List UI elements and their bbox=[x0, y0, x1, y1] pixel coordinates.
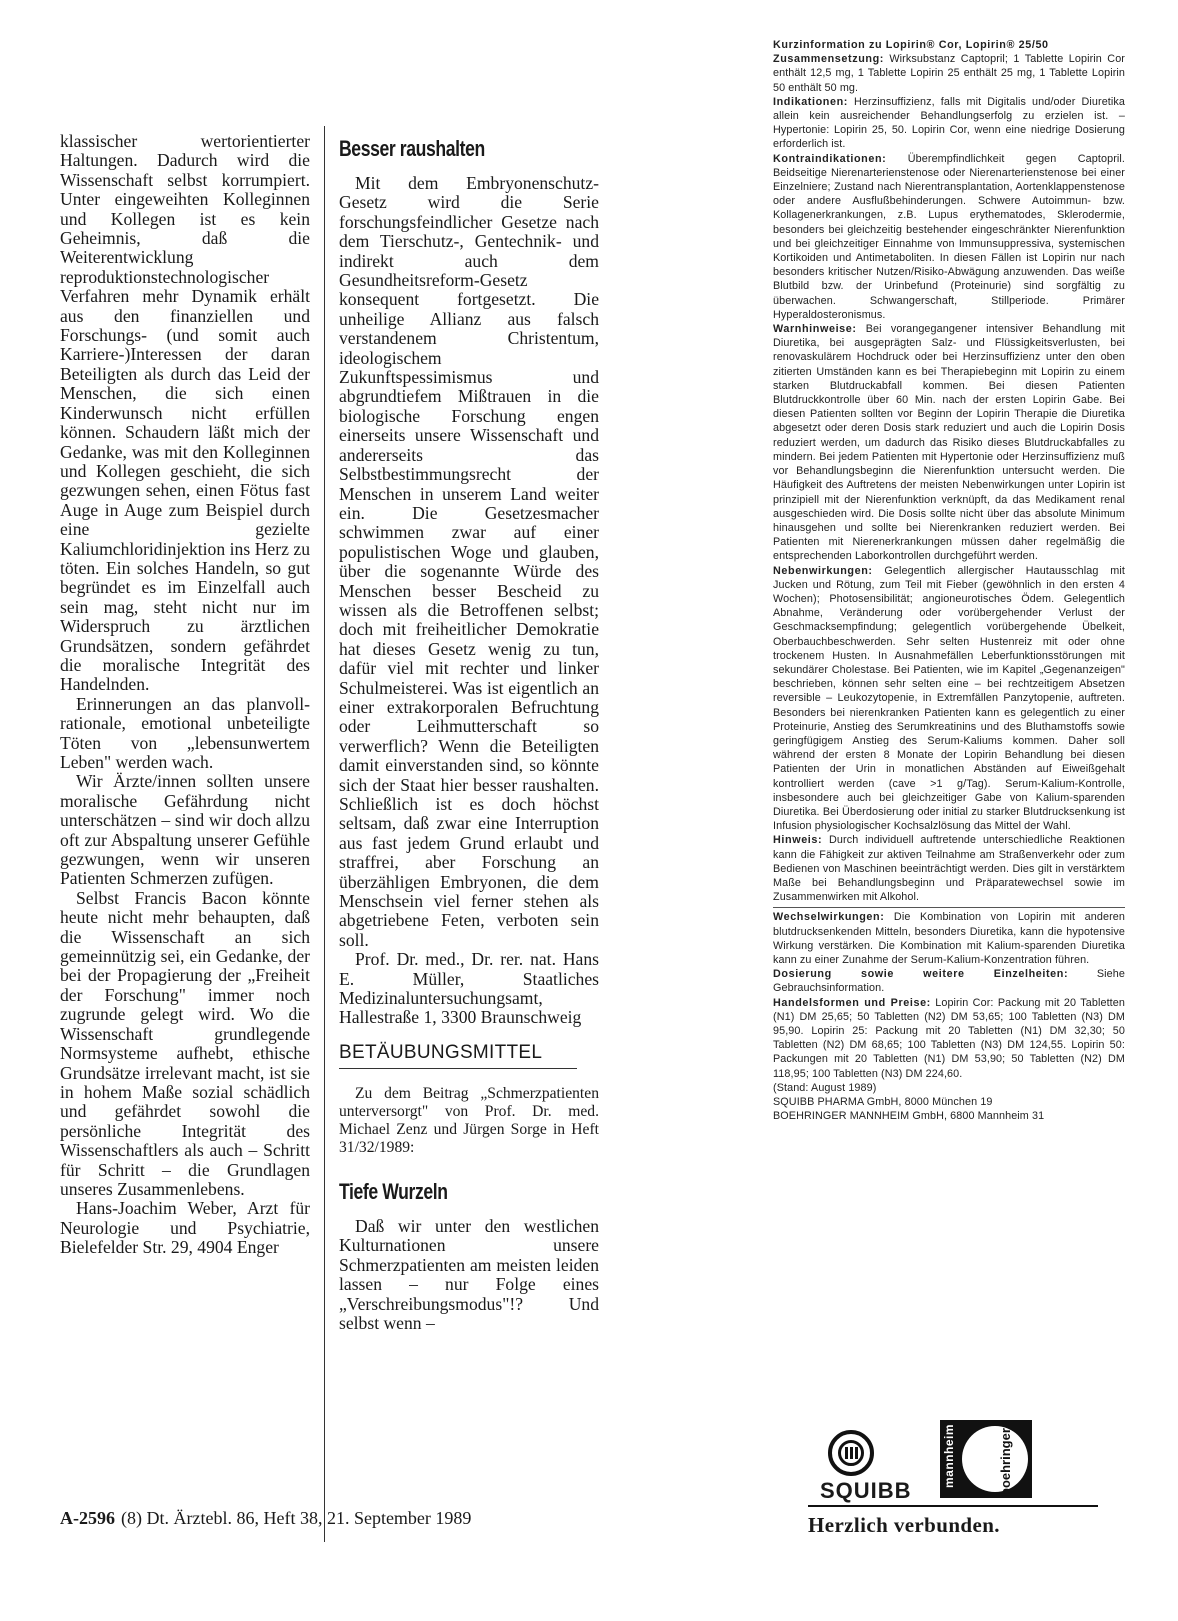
drug-info-title: Kurzinformation zu Lopirin® Cor, Lopirin® 25/50 bbox=[773, 39, 1049, 51]
drug-info-block bbox=[773, 910, 1125, 967]
block-label: Wechselwirkungen: bbox=[773, 911, 885, 924]
letter-signature: Hans-Joachim Weber, Arzt für Neurologie und Psychiatrie, Bielefelder Str. 29, 4904 Enger bbox=[60, 1198, 310, 1258]
boehringer-name: boehringer bbox=[998, 1428, 1013, 1496]
article-intro bbox=[339, 1085, 599, 1157]
drug-info-block bbox=[773, 996, 1125, 1081]
tagline: Herzlich verbunden. bbox=[808, 1505, 1098, 1538]
intro-text: Zu dem Beitrag „Schmerzpatienten unterversorgt" von Prof. Dr. med. Michael Zenz und Jürgen Sorge in Heft 31/32/1989: bbox=[339, 1084, 599, 1156]
drug-info-block bbox=[773, 322, 1125, 563]
article-heading: Tiefe Wurzeln bbox=[339, 1178, 448, 1204]
block-text: Durch individuell auftretende unterschiedliche Reaktionen kann die Fähigkeit zur aktiven Teilnahme am Straßenverkehr oder zum Bedienen von Maschinen beeinträchtigt werden. Dies gilt in verstärktem Maße bei Behandlungsbeginn und Präparatewechsel sowie im Zusammenwirken mit Alkohol. bbox=[773, 834, 1125, 904]
squibb-wordmark: SQUIBB bbox=[820, 1478, 912, 1503]
column-left bbox=[60, 132, 310, 1258]
boehringer-logo-icon bbox=[940, 1420, 1032, 1498]
paragraph: Daß wir unter den westlichen Kulturnationen unsere Schmerzpatienten am meisten leiden lassen – nur Folge eines „Verschreibungsmodus"!? Und selbst wenn – bbox=[339, 1215, 599, 1333]
drug-info-block bbox=[773, 833, 1125, 904]
boehringer-side-text: mannheim bbox=[942, 1424, 956, 1489]
drug-info-block bbox=[773, 152, 1125, 322]
block-text: Die Kombination von Lopirin mit anderen blutdrucksenkenden Mitteln, besonders Diuretika, kann die hypotensive Wirkung verstärken. Die Kombination mit Kalium-sparenden Diuretika kann zu einer Zunahme der Serum-Kalium-Konzentration führen. bbox=[773, 911, 1125, 966]
block-label: Indikationen: bbox=[773, 95, 848, 108]
squibb-logo-icon bbox=[828, 1430, 874, 1476]
letter-signature: Prof. Dr. med., Dr. rer. nat. Hans E. Müller, Staatliches Medizinaluntersuchungsamt, Hallestraße 1, 3300 Braunschweig bbox=[339, 949, 599, 1028]
drug-information bbox=[773, 38, 1125, 1123]
drug-info-block bbox=[773, 564, 1125, 834]
block-text: Siehe Gebrauchsinformation. bbox=[773, 968, 1125, 995]
paragraph: Selbst Francis Bacon könnte heute nicht mehr behaupten, daß die Wissenschaft an sich gemeinnützig sei, ein Gedanke, der bei der Propagierung der „Freiheit der Forschung" immer noch zugrunde gelegt wird. Wo die Wissenschaft grundlegende Normsysteme aufhebt, ethische Grundsätze irrelevant macht, ist sie in hohem Maße sozial schädlich und gefährdet sowohl die persönliche Integrität des Wissenschaftlers als auch – Schritt für Schritt – die Grundlagen unseres Zusammenlebens. bbox=[60, 887, 310, 1199]
divider bbox=[773, 907, 1125, 908]
block-text: Wirksubstanz Captopril; 1 Tablette Lopirin Cor enthält 12,5 mg, 1 Tablette Lopirin 25 enthält 25 mg, 1 Tablette Lopirin 50 enthält 50 mg. bbox=[773, 53, 1125, 94]
paragraph: Wir Ärzte/innen sollten unsere moralische Gefährdung nicht unterschätzen – sind wir doch allzu oft zur Abspaltung unserer Gefühle gezwungen, wenn wir unseren Patienten Schmerzen zufügen. bbox=[60, 771, 310, 889]
drug-info-block bbox=[773, 52, 1125, 95]
block-label: Hinweis: bbox=[773, 834, 823, 847]
company-address: BOEHRINGER MANNHEIM GmbH, 6800 Mannheim 31 bbox=[773, 1110, 1045, 1123]
drug-info-block bbox=[773, 95, 1125, 152]
block-text: Überempfindlichkeit gegen Captopril. Beidseitige Nierenarterienstenose oder Nierenarterienstenose bei einer Einzelniere; Zustand nach Nierentransplantation, Aortenklappenstenose oder andere Ausflußbehinderungen. Schwere Autoimmun- bzw. Kollagenerkrankungen, z.B. Lupus erythematodes, Sklerodermie, besonders bei gleichzeitig bestehender eingeschränkter Nierenfunktion und bei gleichzeitiger Einnahme von Immunsuppressiva, systemischen Kortikoiden und Antimetaboliten. In diesen Fällen ist Lopirin nur nach besonders kritischer Nutzen/Risiko-Abwägung anzuwenden. Das weiße Blutbild bzw. der Urinbefund (Proteinurie) sind sorgfältig zu überwachen. Schwangerschaft, Stillperiode. Primärer Hyperaldosteronismus. bbox=[773, 152, 1125, 321]
sponsor-logos bbox=[820, 1420, 1100, 1503]
paragraph: Mit dem Embryonenschutz-Gesetz wird die Serie forschungsfeindlicher Gesetze nach dem Tierschutz-, Gentechnik- und indirekt auch dem Gesundheitsreform-Gesetz konsequent fortgesetzt. Die unheilige Allianz aus falsch verstandenem Christentum, ideologischem Zukunftspessimismus und abgrundtiefem Mißtrauen in die biologische Forschung engen einerseits unsere Wissenschaft und andererseits das Selbstbestimmungsrecht der Menschen in unserem Land weiter ein. Die Gesetzesmacher schwimmen zwar auf einer populistischen Woge und glauben, über die sogenannte Würde des Menschen besser Bescheid zu wissen als die Betroffenen selbst; doch mit freiheitlicher Demokratie hat dieses Gesetz wenig zu tun, dafür viel mit rechter und linker Schulmeisterei. Was ist eigentlich an einer extrakorporalen Befruchtung oder Leihmutterschaft so verwerflich? Wenn die Beteiligten damit einverstanden sind, so könnte sich der Staat hier besser raushalten. Schließlich ist es doch höchst seltsam, daß zwar eine Interruption aus fast jedem Grund erlaubt und straffrei, aber Forschung an überzähligen Embryonen, die dem Menschsein viel ferner stehen als abgetriebene Feten, verboten sein soll. bbox=[339, 173, 599, 950]
column-middle bbox=[339, 132, 599, 1333]
block-text: Herzinsuffizienz, falls mit Digitalis und/oder Diuretika allein kein ausreichender Behandlungserfolg zu erzielen ist. – Hypertonie: Lopirin 25, 50. Lopirin Cor, wenn eine niedrige Dosierung erforderlich ist. bbox=[773, 95, 1125, 151]
paragraph: Erinnerungen an das planvoll-rationale, emotional unbeteiligte Töten von „lebensunwertem Leben" werden wach. bbox=[60, 693, 310, 772]
stand-date: (Stand: August 1989) bbox=[773, 1081, 877, 1094]
journal-citation: (8) Dt. Ärztebl. 86, Heft 38, 21. September 1989 bbox=[121, 1508, 472, 1528]
block-label: Handelsformen und Preise: bbox=[773, 996, 931, 1009]
drug-info-block bbox=[773, 967, 1125, 995]
company-address: SQUIBB PHARMA GmbH, 8000 München 19 bbox=[773, 1096, 993, 1109]
page-number: A-2596 bbox=[60, 1508, 115, 1528]
block-text: Lopirin Cor: Packung mit 20 Tabletten (N1) DM 25,65; 50 Tabletten (N2) DM 53,65; 100 Tabletten (N3) DM 95,90. Lopirin 25: Packung mit 20 Tabletten (N1) DM 32,30; 50 Tabletten (N2) DM 68,65; 100 Tabletten (N3) DM 124,55. Lopirin 50: Packungen mit 20 Tabletten (N1) DM 53,90; 50 Tabletten (N2) DM 118,95; 100 Tabletten (N3) DM 224,60. bbox=[773, 996, 1125, 1080]
section-label: BETÄUBUNGSMITTEL bbox=[339, 1042, 577, 1069]
block-label: Nebenwirkungen: bbox=[773, 564, 873, 577]
block-label: Zusammensetzung: bbox=[773, 53, 884, 66]
block-text: Gelegentlich allergischer Hautausschlag mit Jucken und Rötung, zum Teil mit Fieber (gewöhnlich in den ersten 4 Wochen); Photosensibilität; angioneurotisches Ödem. Gelegentlich Abnahme, Veränderung oder vorübergehender Verlust der Geschmacksempfindung; gelegentlich vorübergehende Übelkeit, Oberbauchbeschwerden. Sehr selten Hustenreiz mit oder ohne trockenem Husten. In Ausnahmefällen Leberfunktionsstörungen mit sekundärer Cholestase. Bei Patienten, wie im Kapitel „Gegenanzeigen" beschrieben, können sehr selten eine – bei rechtzeitigem Absetzen reversible – Leukozytopenie, in Extremfällen Panzytopenie, auftreten. Besonders bei nierenkranken Patienten kann es gelegentlich zu einer Proteinurie, Anstieg des Serumkreatinins und des Bluthamstoffs sowie geringfügigem Anstieg des Serum-Kaliums kommen. Daher soll während der ersten 8 Monate der Lopirin Behandlung bei diesen Patienten der Urin in monatlichen Abständen auf Eiweißgehalt kontrolliert werden (cave >1 g/Tag). Serum-Kalium-Kontrolle, insbesondere auch bei gleichzeitiger Gabe von Kalium-sparenden Diuretika. Bei Überdosierung oder initial zu starker Blutdrucksenkung ist Infusion physiologischer Kochsalzlösung das Mittel der Wahl. bbox=[773, 564, 1125, 833]
article-heading: Besser raushalten bbox=[339, 136, 485, 161]
block-text: Bei vorangegangener intensiver Behandlung mit Diuretika, bei ausgeprägten Salz- und Flüssigkeitsverlusten, bei renovaskulärem Hochdruck oder bei Herzinsuffizienz unter den oben zitierten Umständen kann es bei Therapiebeginn mit Lopirin zu einem starken Blutdruckabfall kommen. Bei diesen Patienten Blutdruckkontrolle über 60 Min. nach der ersten Lopirin Gabe. Bei diesen Patienten sollten vor Beginn der Lopirin Therapie die Diuretika abgesetzt oder deren Dosis stark reduziert und auch die Lopirin Dosis reduziert werden, um dadurch das Risiko dieses Blutdruckabfalles zu mindern. Bei jedem Patienten mit Hypertonie oder Herzinsuffizienz muß vor Behandlungsbeginn die Nierenfunktion untersucht werden. Die Häufigkeit des Auftretens der meisten Nebenwirkungen unter Lopirin ist prinzipiell mit der Nierenfunktion verknüpft, da das Medikament renal ausgeschieden wird. Die Dosis sollte nicht über das absolute Minimum hinausgehen und sollte bei Nierenkranken reduziert werden. Bei Patienten mit Nierenerkrankungen müssen daher regelmäßig die entsprechenden Laborkontrollen durchgeführt werden. bbox=[773, 323, 1125, 563]
block-label: Kontraindikationen: bbox=[773, 152, 887, 165]
page-footer bbox=[60, 1508, 471, 1529]
paragraph: klassischer wertorientierter Haltungen. Dadurch wird die Wissenschaft selbst korrumpiert. Unter eingeweihten Kolleginnen und Kollegen ist es kein Geheimnis, daß die Weiterentwicklung reproduktionstechnologischer Verfahren mehr Dynamik erhält aus den finanziellen und Forschungs- (und somit auch Karriere-)Interessen der daran Beteiligten als durch das Leid der Menschen, die sich einen Kinderwunsch nicht erfüllen können. Schaudern läßt mich der Gedanke, was mit den Kolleginnen und Kollegen geschieht, die sich gezwungen sehen, einen Fötus fast Auge in Auge zum Beispiel durch eine gezielte Kaliumchloridinjektion ins Herz zu töten. Ein solches Handeln, so gut begründet es im Einzelfall auch sein mag, steht nicht nur im Widerspruch zu ärztlichen Grundsätzen, sondern gefährdet die moralische Integrität des Handelnden. bbox=[60, 131, 310, 695]
column-divider bbox=[324, 126, 325, 1542]
block-label: Warnhinweise: bbox=[773, 323, 857, 336]
boehringer-circle bbox=[962, 1426, 1028, 1496]
block-label: Dosierung sowie weitere Einzelheiten: bbox=[773, 968, 1069, 981]
